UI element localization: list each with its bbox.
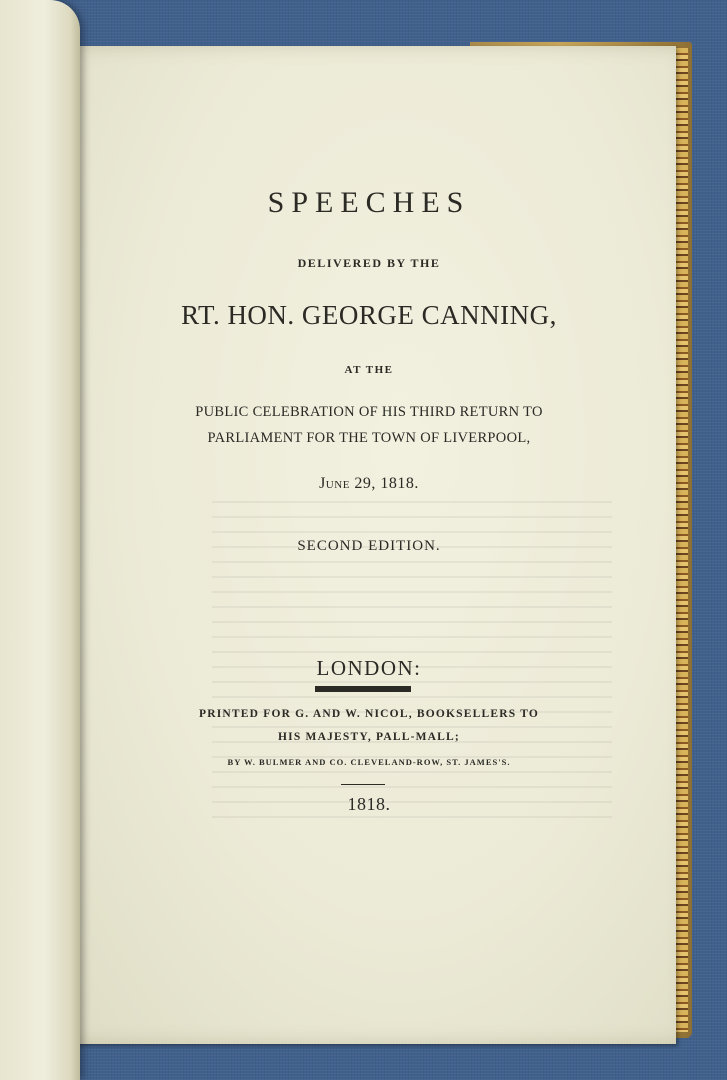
at-the-line: AT THE <box>344 364 394 376</box>
book-title: SPEECHES <box>267 186 471 219</box>
delivered-by-line: DELIVERED BY THE <box>297 256 441 270</box>
edition-statement: SECOND EDITION. <box>297 538 441 554</box>
event-date: June 29, 1818. <box>319 475 419 492</box>
publisher-line-1: PRINTED FOR G. AND W. NICOL, BOOKSELLERS TO <box>198 708 540 720</box>
place-of-publication: LONDON: <box>316 656 422 680</box>
publication-year: 1818. <box>347 794 391 814</box>
occasion-line-1: PUBLIC CELEBRATION OF HIS THIRD RETURN TO <box>195 404 543 420</box>
gilt-page-edge <box>676 48 688 1032</box>
speaker-name: RT. HON. GEORGE CANNING, <box>181 300 557 330</box>
occasion-line-2: PARLIAMENT FOR THE TOWN OF LIVERPOOL, <box>207 430 531 446</box>
title-page-text <box>62 46 676 1044</box>
printer-line: BY W. BULMER AND CO. CLEVELAND-ROW, ST. JAMES'S. <box>227 757 511 767</box>
publisher-line-2: HIS MAJESTY, PALL-MALL; <box>278 731 460 743</box>
single-rule-divider <box>341 784 385 785</box>
double-rule-divider <box>315 686 411 689</box>
